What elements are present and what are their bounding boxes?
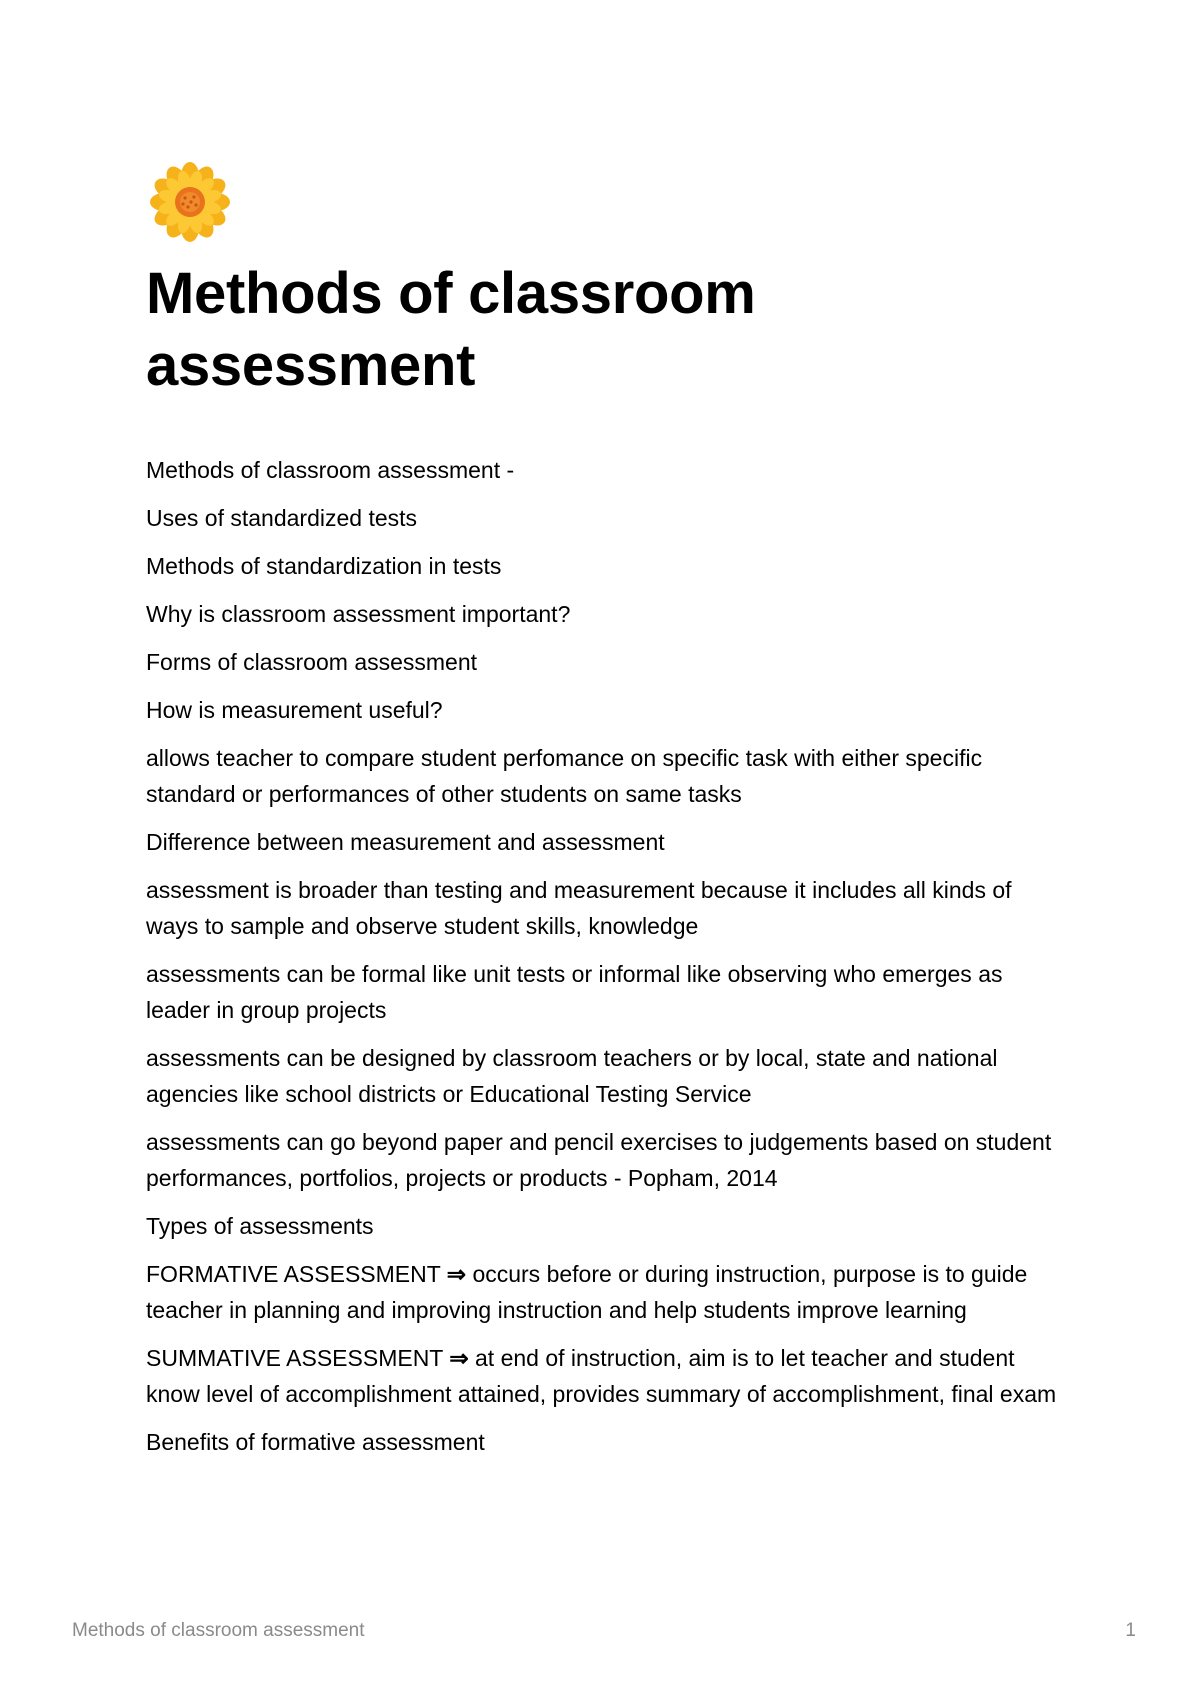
paragraph: assessments can be formal like unit tests or informal like observing who emerges as leader in group projects bbox=[146, 961, 1003, 1023]
paragraph: Methods of classroom assessment - bbox=[146, 457, 515, 483]
paragraph: Types of assessments bbox=[146, 1213, 374, 1239]
right-arrow-icon: ⇒ bbox=[446, 1261, 467, 1287]
document-body bbox=[146, 452, 1066, 1472]
summative-definition: at end of instruction, aim is to let teacher and student know level of accomplishment attained, provides summary of accomplishment, final exam bbox=[146, 1345, 1057, 1407]
paragraph: Methods of standardization in tests bbox=[146, 553, 502, 579]
formative-assessment-paragraph bbox=[146, 1256, 1066, 1328]
page-number: 1 bbox=[1125, 1620, 1136, 1641]
summative-assessment-paragraph bbox=[146, 1340, 1066, 1412]
paragraph: Uses of standardized tests bbox=[146, 505, 418, 531]
paragraph: Forms of classroom assessment bbox=[146, 649, 478, 675]
paragraph: Benefits of formative assessment bbox=[146, 1429, 485, 1455]
formative-term: FORMATIVE ASSESSMENT bbox=[146, 1261, 441, 1287]
right-arrow-icon: ⇒ bbox=[449, 1345, 469, 1371]
paragraph: assessments can go beyond paper and pencil exercises to judgements based on student performances, portfolios, projects or products - Popham, 2014 bbox=[146, 1129, 1052, 1191]
paragraph: assessments can be designed by classroom teachers or by local, state and national agencies like school districts or Educational Testing Service bbox=[146, 1045, 998, 1107]
paragraph: Why is classroom assessment important? bbox=[146, 601, 571, 627]
paragraph: How is measurement useful? bbox=[146, 697, 443, 723]
paragraph: Difference between measurement and assessment bbox=[146, 829, 665, 855]
summative-term: SUMMATIVE ASSESSMENT bbox=[146, 1345, 443, 1371]
sunflower-icon bbox=[148, 160, 232, 244]
paragraph: assessment is broader than testing and measurement because it includes all kinds of ways to sample and observe student skills, knowledge bbox=[146, 877, 1012, 939]
formative-definition: occurs before or during instruction, purpose is to guide teacher in planning and improving instruction and help students improve learning bbox=[146, 1261, 1028, 1323]
footer-title: Methods of classroom assessment bbox=[72, 1620, 365, 1641]
paragraph: allows teacher to compare student perfomance on specific task with either specific standard or performances of other students on same tasks bbox=[146, 745, 983, 807]
page-title: Methods of classroom assessment bbox=[146, 261, 756, 398]
